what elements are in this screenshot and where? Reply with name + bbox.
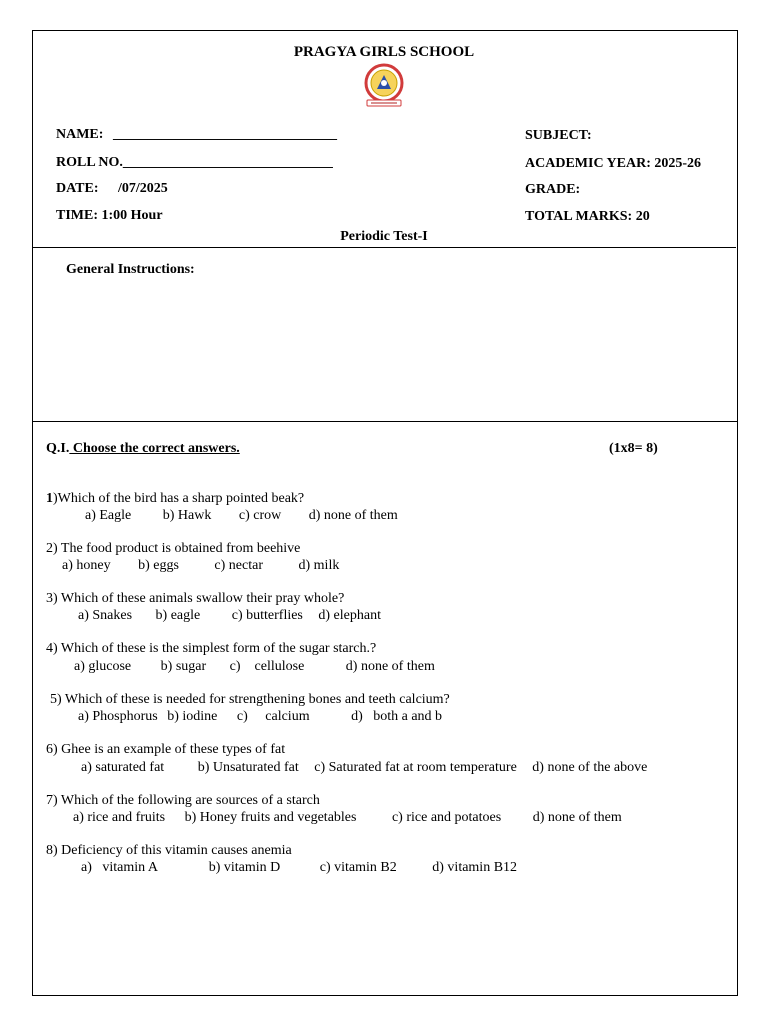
instructions-divider	[32, 421, 738, 422]
section-heading	[46, 441, 240, 457]
question-text: )Which of the bird has a sharp pointed beak?	[53, 491, 305, 506]
option-c[interactable]: c) cellulose	[229, 659, 305, 674]
grade-field	[525, 182, 580, 198]
option-a[interactable]: a) vitamin A	[81, 860, 158, 875]
question-1	[46, 491, 304, 507]
option-b[interactable]: b) vitamin D	[208, 860, 281, 875]
subject-label: SUBJECT:	[525, 128, 592, 143]
question-8: 8) Deficiency of this vitamin causes anemia	[46, 843, 292, 858]
option-b[interactable]: b) Hawk	[162, 508, 212, 523]
instructions-title: General Instructions:	[66, 262, 195, 277]
question-1-options	[85, 508, 398, 524]
question-6-options	[81, 760, 647, 776]
time-field	[56, 208, 163, 224]
question-3-options	[78, 608, 381, 624]
name-blank[interactable]: ________________________________	[112, 127, 337, 142]
option-c[interactable]: c) calcium	[236, 709, 310, 724]
date-field	[56, 181, 168, 197]
option-a[interactable]: a) saturated fat	[81, 760, 165, 775]
option-c[interactable]: c) Saturated fat at room temperature	[314, 760, 517, 775]
option-a[interactable]: a) glucose	[74, 659, 132, 674]
option-b[interactable]: b) Unsaturated fat	[197, 760, 299, 775]
question-4: 4) Which of these is the simplest form of the sugar starch.?	[46, 641, 377, 656]
question-number: 1	[46, 491, 53, 506]
total-marks-label: TOTAL MARKS:	[525, 209, 633, 224]
date-label: DATE:	[56, 181, 99, 196]
school-crest-icon	[362, 63, 406, 109]
question-2: 2) The food product is obtained from beehive	[46, 541, 301, 556]
option-a[interactable]: a) Eagle	[85, 508, 132, 523]
question-2-options	[62, 558, 339, 574]
option-a[interactable]: a) rice and fruits	[73, 810, 166, 825]
option-d[interactable]: d) elephant	[318, 608, 381, 623]
roll-no-field[interactable]	[56, 155, 333, 171]
name-field[interactable]	[56, 127, 337, 143]
question-6: 6) Ghee is an example of these types of fat	[46, 742, 286, 757]
option-c[interactable]: c) nectar	[214, 558, 263, 573]
exam-title: Periodic Test-I	[340, 229, 428, 244]
total-marks-value: 20	[635, 209, 650, 224]
option-b[interactable]: b) Honey fruits and vegetables	[184, 810, 357, 825]
option-d[interactable]: d) milk	[298, 558, 340, 573]
option-d[interactable]: d) none of them	[308, 508, 398, 523]
academic-year-value: 2025-26	[654, 156, 702, 171]
academic-year-label: ACADEMIC YEAR:	[525, 156, 651, 171]
option-c[interactable]: c) butterflies	[231, 608, 303, 623]
option-d[interactable]: d) none of them	[345, 659, 435, 674]
option-c[interactable]: c) crow	[238, 508, 282, 523]
total-marks-field	[525, 209, 650, 225]
roll-no-label: ROLL NO.	[56, 155, 123, 170]
question-4-options	[74, 659, 435, 675]
school-name: PRAGYA GIRLS SCHOOL	[293, 44, 475, 60]
academic-year-field	[525, 156, 701, 172]
option-c[interactable]: c) rice and potatoes	[391, 810, 502, 825]
header-divider	[32, 247, 736, 248]
section-label: Q.I.	[46, 441, 70, 456]
option-c[interactable]: c) vitamin B2	[319, 860, 397, 875]
question-5-options	[78, 709, 442, 725]
option-d[interactable]: d) both a and b	[351, 709, 443, 724]
question-7-options	[73, 810, 622, 826]
question-7: 7) Which of the following are sources of a starch	[46, 793, 320, 808]
time-value: 1:00 Hour	[101, 208, 163, 223]
subject-field	[525, 128, 592, 144]
option-b[interactable]: b) sugar	[160, 659, 207, 674]
option-a[interactable]: a) honey	[62, 558, 111, 573]
question-5: 5) Which of these is needed for strengthening bones and teeth calcium?	[50, 692, 450, 707]
question-3: 3) Which of these animals swallow their pray whole?	[46, 591, 345, 606]
option-b[interactable]: b) iodine	[167, 709, 218, 724]
option-d[interactable]: d) none of them	[532, 810, 622, 825]
roll-no-blank[interactable]: ______________________________	[122, 155, 333, 170]
option-b[interactable]: b) eggs	[138, 558, 179, 573]
option-a[interactable]: a) Snakes	[78, 608, 133, 623]
question-8-options	[81, 860, 517, 876]
section-title: Choose the correct answers.	[69, 441, 240, 456]
option-a[interactable]: a) Phosphorus	[78, 709, 158, 724]
time-label: TIME:	[56, 208, 98, 223]
option-d[interactable]: d) vitamin B12	[432, 860, 518, 875]
section-marks: (1x8= 8)	[609, 441, 658, 456]
grade-label: GRADE:	[525, 182, 581, 197]
option-d[interactable]: d) none of the above	[532, 760, 648, 775]
name-label: NAME:	[56, 127, 104, 142]
date-value: /07/2025	[118, 181, 168, 196]
option-b[interactable]: b) eagle	[155, 608, 201, 623]
